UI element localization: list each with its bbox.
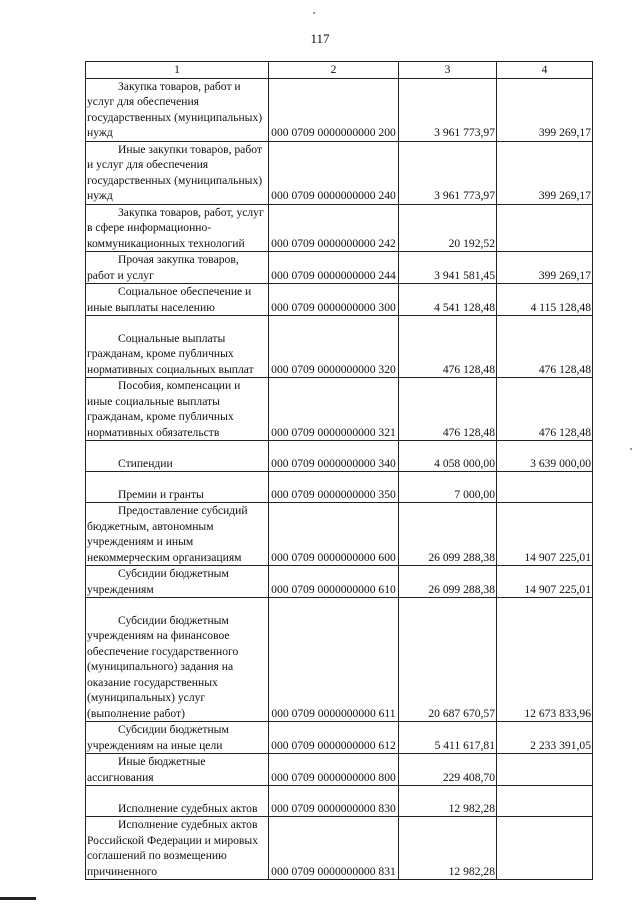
row-value-col3: 4 058 000,00 <box>399 441 497 472</box>
table-row <box>86 204 593 252</box>
row-code-cell: 000 0709 0000000000 320 <box>269 316 399 378</box>
row-value-col3: 3 961 773,97 <box>399 141 497 204</box>
row-name-cell: Предоставление субсидий бюджетным, автономным учреждениям и иным некоммерческим организациям <box>86 503 269 566</box>
row-code-cell: 000 0709 0000000000 350 <box>269 472 399 503</box>
table-row <box>86 754 593 786</box>
row-value-col4: 3 639 000,00 <box>497 441 593 472</box>
table-row <box>86 817 593 880</box>
row-value-col3: 20 192,52 <box>399 204 497 252</box>
row-value-col4: 399 269,17 <box>497 141 593 204</box>
row-value-col4: 2 233 391,05 <box>497 722 593 754</box>
row-value-col4 <box>497 472 593 503</box>
table-row <box>86 284 593 316</box>
row-value-col4: 399 269,17 <box>497 78 593 141</box>
row-name-cell: Исполнение судебных актов Российской Федерации и мировых соглашений по возмещению причиненного <box>86 817 269 880</box>
column-header-2: 2 <box>269 62 399 79</box>
row-value-col3: 12 982,28 <box>399 786 497 817</box>
row-value-col4: 14 907 225,01 <box>497 566 593 598</box>
table-row <box>86 722 593 754</box>
row-value-col3: 26 099 288,38 <box>399 503 497 566</box>
row-code-cell: 000 0709 0000000000 242 <box>269 204 399 252</box>
row-code-cell: 000 0709 0000000000 600 <box>269 503 399 566</box>
row-code-cell: 000 0709 0000000000 611 <box>269 598 399 722</box>
row-name-cell: Иные бюджетные ассигнования <box>86 754 269 786</box>
scan-edge-mark <box>0 897 36 900</box>
row-name-cell: Премии и гранты <box>86 472 269 503</box>
row-value-col4 <box>497 786 593 817</box>
table-row <box>86 78 593 141</box>
row-value-col4: 476 128,48 <box>497 378 593 441</box>
row-code-cell: 000 0709 0000000000 200 <box>269 78 399 141</box>
row-value-col3: 7 000,00 <box>399 472 497 503</box>
row-name-cell: Пособия, компенсации и иные социальные выплаты гражданам, кроме публичных нормативных обязательств <box>86 378 269 441</box>
row-code-cell: 000 0709 0000000000 830 <box>269 786 399 817</box>
table-row <box>86 598 593 722</box>
row-name-cell: Субсидии бюджетным учреждениям на финансовое обеспечение государственного (муниципального) задания на оказание государственных (муниципальных) услуг (выполнение работ) <box>86 598 269 722</box>
row-name-cell: Прочая закупка товаров, работ и услуг <box>86 252 269 284</box>
row-value-col3: 3 941 581,45 <box>399 252 497 284</box>
row-value-col3: 26 099 288,38 <box>399 566 497 598</box>
table-row <box>86 441 593 472</box>
row-value-col3: 12 982,28 <box>399 817 497 880</box>
row-value-col4: 12 673 833,96 <box>497 598 593 722</box>
table-row <box>86 503 593 566</box>
row-value-col4 <box>497 754 593 786</box>
row-value-col4: 14 907 225,01 <box>497 503 593 566</box>
row-code-cell: 000 0709 0000000000 321 <box>269 378 399 441</box>
row-name-cell: Субсидии бюджетным учреждениям <box>86 566 269 598</box>
row-code-cell: 000 0709 0000000000 800 <box>269 754 399 786</box>
row-value-col4: 476 128,48 <box>497 316 593 378</box>
row-name-cell: Исполнение судебных актов <box>86 786 269 817</box>
row-code-cell: 000 0709 0000000000 831 <box>269 817 399 880</box>
column-header-4: 4 <box>497 62 593 79</box>
row-name-cell: Стипендии <box>86 441 269 472</box>
row-code-cell: 000 0709 0000000000 300 <box>269 284 399 316</box>
scan-speck <box>313 12 315 14</box>
row-name-cell: Субсидии бюджетным учреждениям на иные цели <box>86 722 269 754</box>
row-code-cell: 000 0709 0000000000 340 <box>269 441 399 472</box>
table-row <box>86 786 593 817</box>
row-code-cell: 000 0709 0000000000 612 <box>269 722 399 754</box>
row-name-cell: Закупка товаров, работ, услуг в сфере информационно-коммуникационных технологий <box>86 204 269 252</box>
row-value-col4: 4 115 128,48 <box>497 284 593 316</box>
row-value-col3: 476 128,48 <box>399 378 497 441</box>
table-row <box>86 378 593 441</box>
table-header-row <box>86 62 593 79</box>
row-name-cell: Социальные выплаты гражданам, кроме публичных нормативных социальных выплат <box>86 316 269 378</box>
row-name-cell: Закупка товаров, работ и услуг для обеспечения государственных (муниципальных) нужд <box>86 78 269 141</box>
row-name-cell: Социальное обеспечение и иные выплаты населению <box>86 284 269 316</box>
page-number: 117 <box>310 31 330 46</box>
row-value-col3: 5 411 617,81 <box>399 722 497 754</box>
row-value-col3: 20 687 670,57 <box>399 598 497 722</box>
table-row <box>86 566 593 598</box>
row-value-col3: 476 128,48 <box>399 316 497 378</box>
column-header-1: 1 <box>86 62 269 79</box>
row-value-col3: 229 408,70 <box>399 754 497 786</box>
row-code-cell: 000 0709 0000000000 244 <box>269 252 399 284</box>
row-value-col4 <box>497 204 593 252</box>
table-row <box>86 316 593 378</box>
row-code-cell: 000 0709 0000000000 240 <box>269 141 399 204</box>
table-row <box>86 252 593 284</box>
row-value-col4: 399 269,17 <box>497 252 593 284</box>
table-row <box>86 141 593 204</box>
row-value-col3: 3 961 773,97 <box>399 78 497 141</box>
budget-table <box>85 61 593 880</box>
column-header-3: 3 <box>399 62 497 79</box>
row-value-col4 <box>497 817 593 880</box>
table-row <box>86 472 593 503</box>
scan-speck <box>630 448 632 450</box>
row-value-col3: 4 541 128,48 <box>399 284 497 316</box>
row-code-cell: 000 0709 0000000000 610 <box>269 566 399 598</box>
row-name-cell: Иные закупки товаров, работ и услуг для обеспечения государственных (муниципальных) нужд <box>86 141 269 204</box>
